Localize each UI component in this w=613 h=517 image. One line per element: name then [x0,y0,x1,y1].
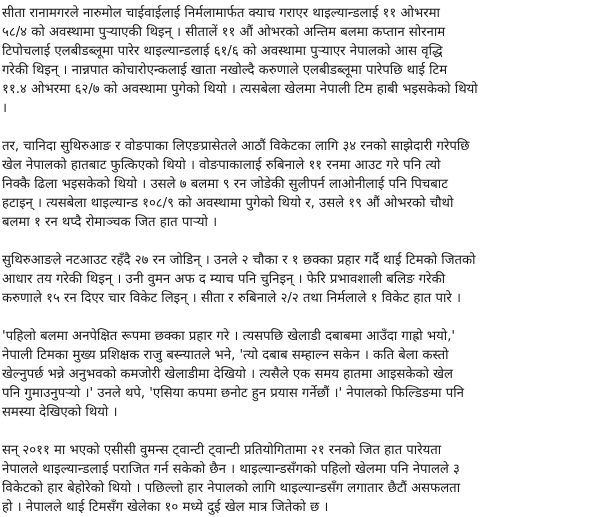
text-line: आधार तय गरेकी थिइन् । उनी वुमन अफ द म्याच पनि चुनिइन् । फेरि प्रभावशाली बलिङ गरेकी [2,272,446,287]
text-line: नेपालले थाइल्यान्डलाई पराजित गर्न सकेको छैन । थाइल्यान्डसँगको पहिलो खेलमा पनि नेपालले ३ [2,462,460,477]
paragraph-spacer [2,232,609,251]
paragraph-3 [2,251,609,308]
text-line: टिपोचलाई एलबीडब्लूमा पारेर थाइल्यान्डलाई ६१/६ को अवस्थामा पुऱ्याएर नेपालको आस वृद्धि [2,44,443,59]
text-line: गरेकी थिइन् । नान्नपात कोचारोएन्कलाई खाता नखोल्दै करुणाले एलबीडब्लूमा पारेपछि थाई टिम [2,63,448,78]
paragraph-2 [2,137,609,232]
text-line: 'पहिलो बलमा अनपेक्षित रूपमा छक्का प्रहार गरे । त्यसपछि खेलाडी दबाबमा आउँदा गाह्रो भयो,' [2,329,456,344]
text-line: नेपाली टिमका मुख्य प्रशिक्षक राजु बस्न्यातले भने, 'त्यो दबाब सम्हाल्न सकेन । कति बेला कस्तो [2,348,449,363]
text-line: समस्या देखिएको थियो । [2,405,118,420]
text-line: ५८/४ को अवस्थामा पुऱ्याएकी थिइन् । सीतालें ११ औं ओभरको अन्तिम बलमा कप्तान सोरनाम [2,25,446,40]
paragraph-4 [2,327,609,422]
text-line: सन् २०११ मा भएको एसीसी वुमन्स ट्वान्टी ट्वान्टी प्रतियोगितामा २१ रनको जित हात पारेयता [2,443,442,458]
text-line: तर, चानिदा सुथिरुआङ र वोङपाका लिएङप्रासेतले आठौं विकेटका लागि ३४ रनको साझेदारी गरेपछि [2,139,470,154]
text-line: निक्कै ढिला भइसकेको थियो । उसले ७ बलमा ९ रन जोडेकी सुलीपर्न लाओनीलाई पनि पिचबाट [2,177,448,192]
text-line: विकेटको हार बेहोरेको थियो । पछिल्लो हार नेपालको लागि थाइल्यान्डसँग लगातार छैटौं असफलता [2,481,461,496]
paragraph-1 [2,4,609,118]
text-line: । [2,101,7,116]
text-line: बलमा १ रन थप्दै रोमाञ्चक जित हात पाऱ्यो । [2,215,218,230]
text-line: हो । नेपालले थाई टिमसँग खेलेका १० मध्ये दुई खेल मात्र जितेको छ । [2,500,329,515]
text-line: खेल्नुपर्छ भन्ने अनुभवको कमजोरी खेलाडीमा देखियो । त्यसैले एक समय हातमा आइसकेको खेल [2,367,453,382]
paragraph-spacer [2,308,609,327]
text-line: हटाइन् । त्यसबेला थाइल्यान्ड १०८/९ को अवस्थामा पुगेको थियो र, उसले १९ औं ओभरको चौथो [2,196,454,211]
text-line: ११.४ ओभरमा ६२/७ को अवस्थामा पुगेको थियो । त्यसबेला खेलमा नेपाली टिम हाबी भइसकेको थियो [2,82,478,97]
text-line: खेल नेपालको हातबाट फुत्किएको थियो । वोङपाकालाई रुबिनाले ११ रनमा आउट गरे पनि त्यो [2,158,441,173]
text-line: सीता रानामगरले नारुमोल चाईवाईलाई निर्मलामार्फत क्याच गराएर थाइल्यान्डलाई ११ ओभरमा [2,6,440,21]
text-line: सुथिरुआङले नटआउट रहँदै २७ रन जोडिन् । उनले २ चौका र १ छक्का प्रहार गर्दै थाई टिमको जितको [2,253,476,268]
paragraph-spacer [2,422,609,441]
paragraph-5 [2,441,609,517]
text-line: करुणाले १५ रन दिएर चार विकेट लिइन् । सीता र रुबिनाले २/२ तथा निर्मलाले १ विकेट हात पारे । [2,291,461,306]
article-body [2,4,609,517]
paragraph-spacer [2,118,609,137]
text-line: पनि गुमाउनुपऱ्यो ।' उनले थपे, 'एसिया कपमा छनोट हुन प्रयास गर्नेछौं ।' नेपालको फिल्डिङमा पनि [2,386,465,401]
